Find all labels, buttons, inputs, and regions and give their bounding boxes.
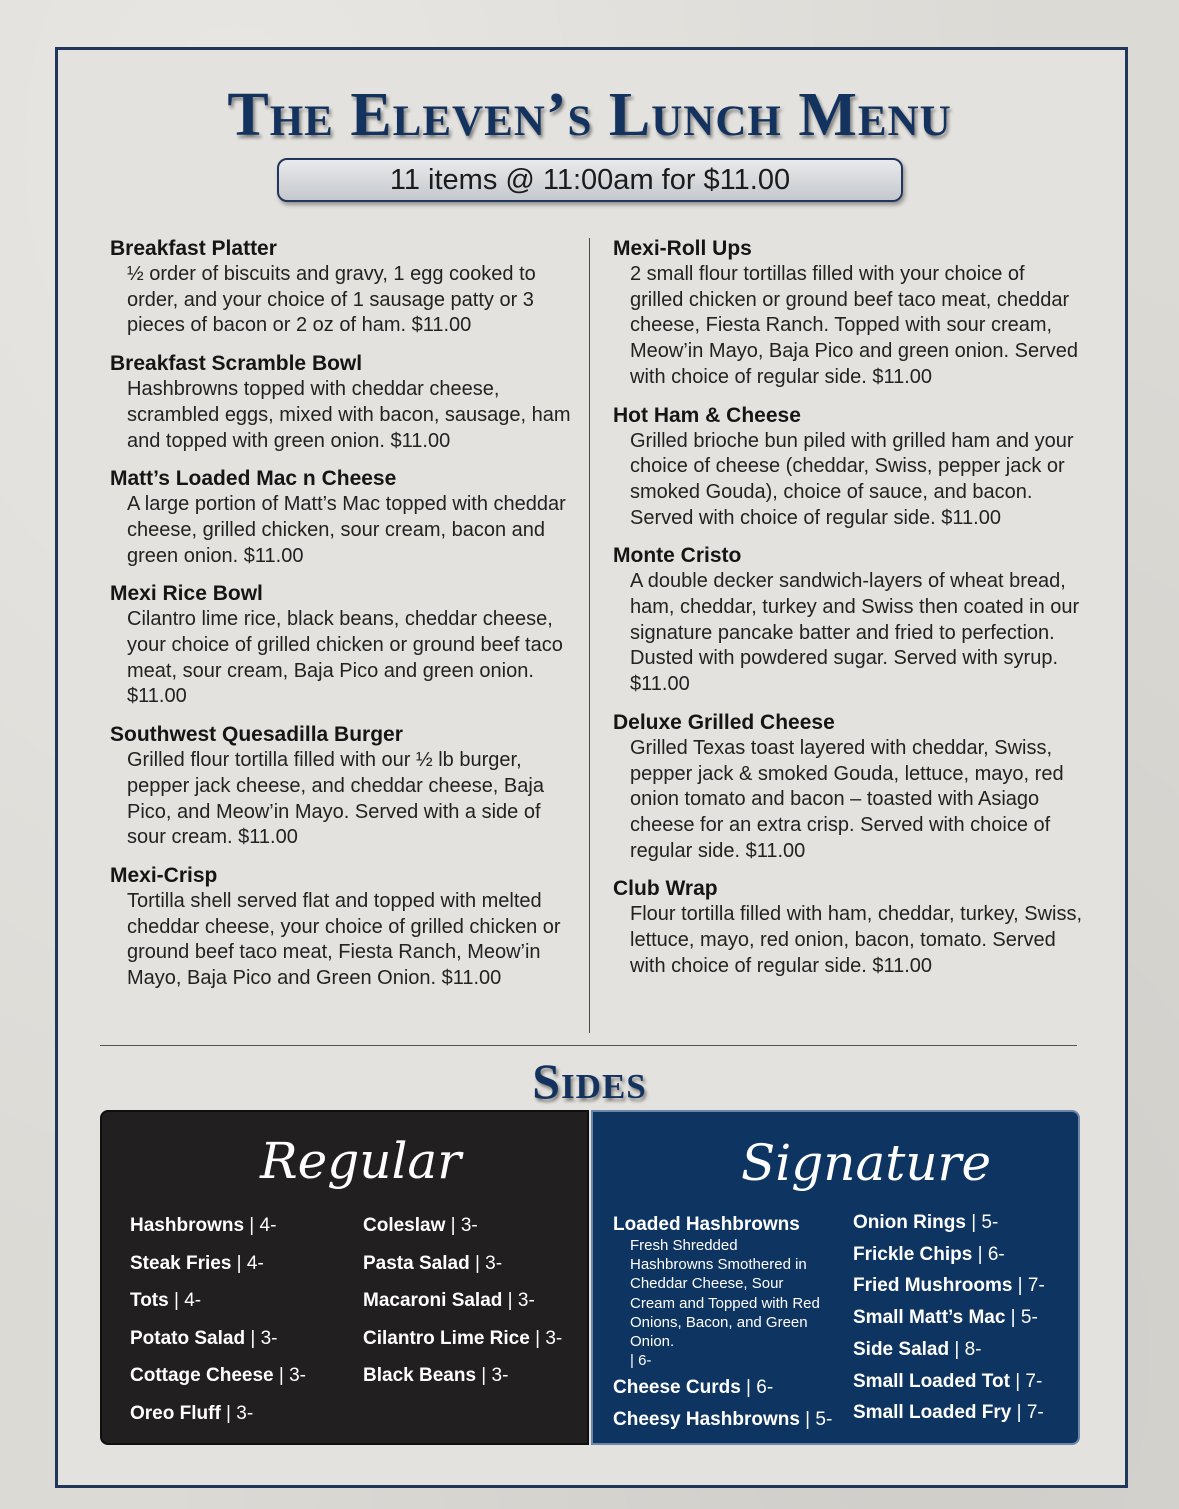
side-name: Loaded Hashbrowns xyxy=(613,1214,800,1235)
menu-item-name: Mexi-Roll Ups xyxy=(613,237,752,260)
side-item xyxy=(853,1334,1045,1366)
menu-item xyxy=(613,403,1083,532)
side-price: | 3- xyxy=(245,1327,278,1349)
side-name: Cheese Curds xyxy=(613,1377,741,1398)
side-price: | 3- xyxy=(469,1252,503,1274)
side-price: | 3- xyxy=(445,1215,478,1236)
side-item xyxy=(363,1320,562,1358)
menu-item xyxy=(110,722,580,851)
menu-item-name: Southwest Quesadilla Burger xyxy=(110,723,403,747)
side-price: | 4- xyxy=(244,1215,277,1236)
side-name: Cottage Cheese xyxy=(130,1365,274,1386)
side-name: Side Salad xyxy=(853,1338,950,1360)
menu-item-description: Grilled brioche bun piled with grilled ham and your choice of cheese (cheddar, Swiss, pepper jack or smoked Gouda), choice of sauce, and bacon. Served with choice of regular side. $11.00 xyxy=(630,429,1074,529)
menu-item xyxy=(613,543,1083,698)
side-price: | 7- xyxy=(1012,1275,1045,1297)
menu-item-description: Tortilla shell served flat and topped with melted cheddar cheese, your choice of grilled chicken or ground beef taco meat, Fiesta Ranch, Meow’in Mayo, Baja Pico and Green Onion. $11.00 xyxy=(127,889,561,990)
signature-sides-panel xyxy=(591,1110,1080,1445)
side-item xyxy=(613,1372,832,1404)
menu-subtitle: 11 items @ 11:00am for $11.00 xyxy=(277,158,903,202)
sides-heading: Sides xyxy=(532,1053,647,1109)
side-name: Macaroni Salad xyxy=(363,1290,503,1311)
menu-item-description: Flour tortilla filled with ham, cheddar, turkey, Swiss, lettuce, mayo, red onion, bacon, tomato. Served with choice of regular side. $11.00 xyxy=(630,903,1083,977)
menu-item-description: 2 small flour tortillas filled with your choice of grilled chicken or ground beef taco meat, cheddar cheese, Fiesta Ranch. Topped with sour cream, Meow’in Mayo, Baja Pico and green onion. Served with choice of regular side. $11.00 xyxy=(630,263,1079,388)
menu-item xyxy=(613,710,1083,865)
menu-item xyxy=(110,466,580,569)
side-price: | 7- xyxy=(1011,1402,1044,1424)
signature-sides-list-b xyxy=(853,1207,1045,1429)
side-name: Black Beans xyxy=(363,1365,477,1386)
menu-item xyxy=(110,863,580,992)
side-item xyxy=(853,1270,1045,1302)
menu-column-left xyxy=(110,236,580,1004)
menu-item xyxy=(613,236,1083,391)
side-item xyxy=(853,1302,1045,1334)
side-price: | 5- xyxy=(1005,1307,1038,1329)
side-item xyxy=(363,1207,562,1245)
menu-item-description: Cilantro lime rice, black beans, cheddar cheese, your choice of grilled chicken or ground beef taco meat, sour cream, Baja Pico and green onion. $11.00 xyxy=(127,608,563,708)
side-price: | 7- xyxy=(1009,1370,1043,1392)
menu-item-description: Grilled Texas toast layered with cheddar, Swiss, pepper jack & smoked Gouda, lettuce, mayo, red onion tomato and bacon – toasted with Asiago cheese for an extra crisp. Served with choice of regular side. $11.00 xyxy=(630,736,1064,862)
menu-item-name: Deluxe Grilled Cheese xyxy=(613,710,835,734)
menu-item-name: Mexi Rice Bowl xyxy=(110,582,263,606)
side-item xyxy=(853,1239,1045,1271)
menu-item xyxy=(110,236,580,339)
side-price: | 8- xyxy=(949,1338,982,1360)
side-item xyxy=(130,1320,306,1358)
regular-sides-list-a xyxy=(130,1207,306,1432)
menu-item-name: Matt’s Loaded Mac n Cheese xyxy=(110,467,397,491)
side-item xyxy=(613,1404,832,1436)
side-price: | 4- xyxy=(168,1290,202,1311)
menu-column-right xyxy=(613,236,1083,991)
section-divider xyxy=(100,1045,1077,1046)
side-price: | 3- xyxy=(529,1327,563,1349)
side-item xyxy=(363,1357,562,1395)
side-name: Small Matt’s Mac xyxy=(853,1307,1006,1329)
menu-item xyxy=(613,876,1083,979)
side-name: Frickle Chips xyxy=(853,1243,973,1265)
side-name: Small Loaded Tot xyxy=(853,1370,1010,1392)
side-price: | 6- xyxy=(630,1352,652,1370)
menu-item-name: Monte Cristo xyxy=(613,544,742,568)
side-name: Fried Mushrooms xyxy=(853,1275,1013,1297)
side-item xyxy=(363,1245,562,1283)
side-name: Coleslaw xyxy=(363,1215,446,1236)
side-name: Hashbrowns xyxy=(130,1215,245,1236)
side-price: | 3- xyxy=(273,1365,306,1386)
side-name: Small Loaded Fry xyxy=(853,1402,1012,1424)
menu-item-description: Grilled flour tortilla filled with our ½ lb burger, pepper jack cheese, and cheddar cheese, Baja Pico, and Meow’in Mayo. Served with a side of sour cream. $11.00 xyxy=(127,749,544,849)
side-item xyxy=(130,1395,306,1433)
side-price: | 4- xyxy=(231,1252,264,1274)
menu-item-name: Breakfast Scramble Bowl xyxy=(110,352,363,376)
side-item xyxy=(130,1282,306,1320)
side-description: Fresh Shredded Hashbrowns Smothered in Cheddar Cheese, Sour Cream and Topped with Red Onions, Bacon, and Green Onion. xyxy=(630,1237,820,1351)
side-name: Oreo Fluff xyxy=(130,1402,221,1424)
menu-item-name: Breakfast Platter xyxy=(110,237,277,260)
side-item xyxy=(853,1366,1045,1398)
side-price: | 6- xyxy=(972,1243,1005,1265)
column-divider xyxy=(589,238,590,1033)
side-price: | 5- xyxy=(965,1212,999,1233)
side-price: | 5- xyxy=(799,1408,833,1430)
loaded-hashbrowns-item xyxy=(613,1214,823,1370)
side-name: Steak Fries xyxy=(130,1252,232,1274)
side-price: | 6- xyxy=(740,1377,774,1398)
menu-item xyxy=(110,581,580,710)
side-item xyxy=(853,1397,1045,1429)
menu-item xyxy=(110,351,580,454)
side-name: Pasta Salad xyxy=(363,1252,470,1274)
side-name: Cilantro Lime Rice xyxy=(363,1327,530,1349)
regular-heading: Regular xyxy=(260,1132,462,1190)
menu-item-description: ½ order of biscuits and gravy, 1 egg cooked to order, and your choice of 1 sausage patty or 3 pieces of bacon or 2 oz of ham. $11.00 xyxy=(127,263,536,337)
side-price: | 3- xyxy=(502,1290,535,1311)
menu-title: The Eleven’s Lunch Menu xyxy=(227,81,952,149)
side-price: | 3- xyxy=(220,1402,254,1424)
signature-heading: Signature xyxy=(741,1134,992,1192)
side-name: Potato Salad xyxy=(130,1327,246,1349)
menu-item-description: A large portion of Matt’s Mac topped with cheddar cheese, grilled chicken, sour cream, bacon and green onion. $11.00 xyxy=(127,493,566,567)
side-item xyxy=(130,1245,306,1283)
side-item xyxy=(363,1282,562,1320)
regular-sides-panel xyxy=(100,1110,589,1445)
side-item xyxy=(130,1357,306,1395)
menu-item-description: A double decker sandwich-layers of wheat bread, ham, cheddar, turkey and Swiss then coated in our signature pancake batter and fried to perfection. Dusted with powdered sugar. Served with syrup. $11.00 xyxy=(630,570,1080,696)
regular-sides-list-b xyxy=(363,1207,562,1395)
side-name: Cheesy Hashbrowns xyxy=(613,1408,800,1430)
side-item xyxy=(130,1207,306,1245)
side-name: Tots xyxy=(130,1290,169,1311)
menu-item-name: Hot Ham & Cheese xyxy=(613,403,801,427)
menu-item-name: Mexi-Crisp xyxy=(110,863,218,887)
signature-sides-list-a xyxy=(613,1372,832,1435)
side-item xyxy=(853,1207,1045,1239)
menu-item-name: Club Wrap xyxy=(613,877,718,901)
side-name: Onion Rings xyxy=(853,1212,966,1233)
side-price: | 3- xyxy=(476,1365,509,1386)
menu-item-description: Hashbrowns topped with cheddar cheese, scrambled eggs, mixed with bacon, sausage, ham and topped with green onion. $11.00 xyxy=(127,378,571,452)
